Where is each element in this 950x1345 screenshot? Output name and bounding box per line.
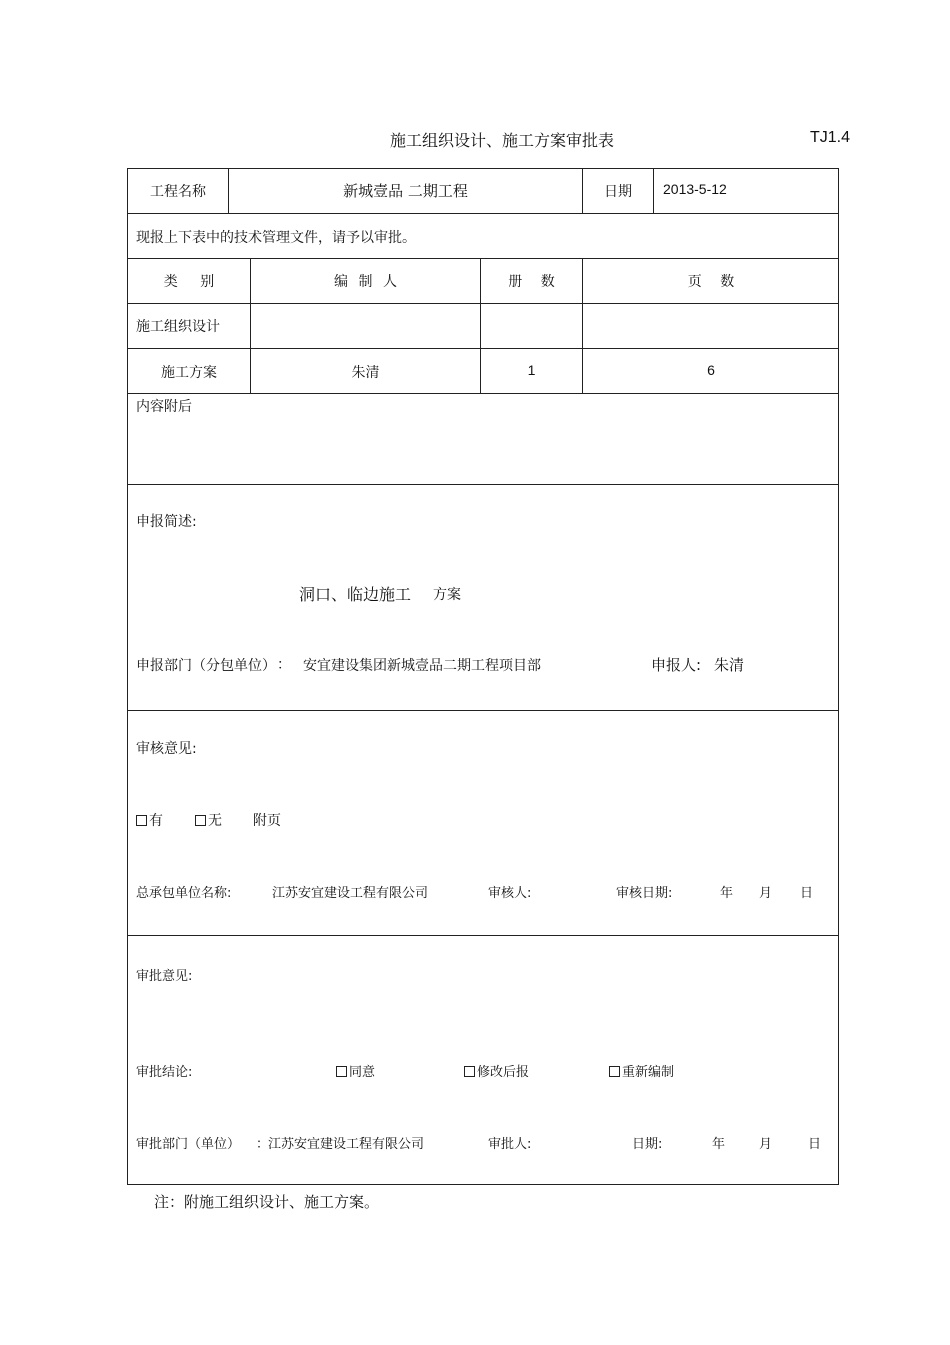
approval-opinion-label: 审批意见:: [136, 969, 193, 984]
approval-month: 月: [759, 1137, 773, 1152]
applying-dept-label: 申报部门（分包单位）: [136, 658, 276, 674]
approval-year: 年: [712, 1137, 726, 1152]
rule: [127, 348, 839, 349]
rule: [127, 393, 839, 394]
review-date-label: 审核日期:: [616, 886, 673, 901]
rule: [127, 935, 839, 936]
project-name-label: 工程名称: [150, 184, 206, 200]
checkbox-icon[interactable]: [136, 815, 147, 826]
option-revise[interactable]: 修改后报: [464, 1061, 529, 1080]
col-header-pages: 页 数: [687, 274, 735, 290]
checkbox-icon[interactable]: [464, 1066, 475, 1077]
summary-main: 洞口、临边施工: [299, 585, 412, 604]
form-title: 施工组织设计、施工方案审批表: [390, 131, 615, 150]
checkbox-icon[interactable]: [336, 1066, 347, 1077]
contractor-value: 江苏安宜建设工程有限公司: [272, 886, 429, 901]
contractor-label: 总承包单位名称:: [136, 886, 232, 901]
rule: [127, 303, 839, 304]
review-day: 日: [800, 886, 814, 901]
attach-page-label: 附页: [253, 813, 281, 829]
row-type-design: 施工组织设计: [136, 319, 220, 335]
col-header-author: 编 制 人: [334, 274, 397, 290]
row-volumes-plan: 1: [527, 362, 536, 378]
approval-conclusion-label: 审批结论:: [136, 1065, 193, 1080]
applying-dept-value: 安宜建设集团新城壹品二期工程项目部: [303, 658, 541, 674]
checkbox-icon[interactable]: [609, 1066, 620, 1077]
approver-label: 审批人:: [488, 1137, 532, 1152]
rule: [127, 484, 839, 485]
form-code: TJ1.4: [810, 129, 851, 146]
approval-day: 日: [808, 1137, 822, 1152]
review-month: 月: [759, 886, 773, 901]
option-no[interactable]: 无: [195, 810, 222, 830]
col-header-volumes: 册 数: [508, 274, 555, 290]
footnote: 注：附施工组织设计、施工方案。: [154, 1193, 380, 1211]
option-redo[interactable]: 重新编制: [609, 1061, 674, 1080]
applying-dept-colon: ：: [277, 657, 291, 673]
date-label: 日期: [604, 184, 632, 200]
project-name-value: 新城壹品 二期工程: [343, 182, 468, 200]
applicant-value: 朱清: [714, 656, 745, 674]
attachment-note: 内容附后: [136, 399, 192, 415]
submit-statement: 现报上下表中的技术管理文件，请予以审批。: [136, 230, 416, 246]
option-agree[interactable]: 同意: [336, 1061, 375, 1080]
summary-suffix: 方案: [433, 587, 461, 603]
applicant-label: 申报人:: [651, 656, 702, 674]
row-pages-plan: 6: [707, 362, 715, 378]
row-type-plan: 施工方案: [161, 365, 217, 381]
col-header-type: 类 别: [163, 274, 215, 290]
rule: [127, 258, 839, 259]
approving-dept-value: 江苏安宜建设工程有限公司: [268, 1137, 425, 1152]
review-year: 年: [720, 886, 734, 901]
row-author-plan: 朱清: [351, 365, 380, 381]
date-value: 2013-5-12: [663, 181, 727, 197]
approval-date-label: 日期:: [632, 1137, 663, 1152]
approving-dept-colon: ：: [256, 1137, 270, 1152]
rule: [127, 213, 839, 214]
review-opinion-label: 审核意见:: [136, 741, 197, 757]
summary-label: 申报简述:: [136, 514, 197, 530]
approving-dept-label: 审批部门（单位）: [136, 1137, 241, 1152]
reviewer-label: 审核人:: [488, 886, 532, 901]
form-table: [127, 168, 839, 1185]
rule: [127, 710, 839, 711]
checkbox-icon[interactable]: [195, 815, 206, 826]
option-yes[interactable]: 有: [136, 810, 163, 830]
rule: [653, 168, 654, 213]
